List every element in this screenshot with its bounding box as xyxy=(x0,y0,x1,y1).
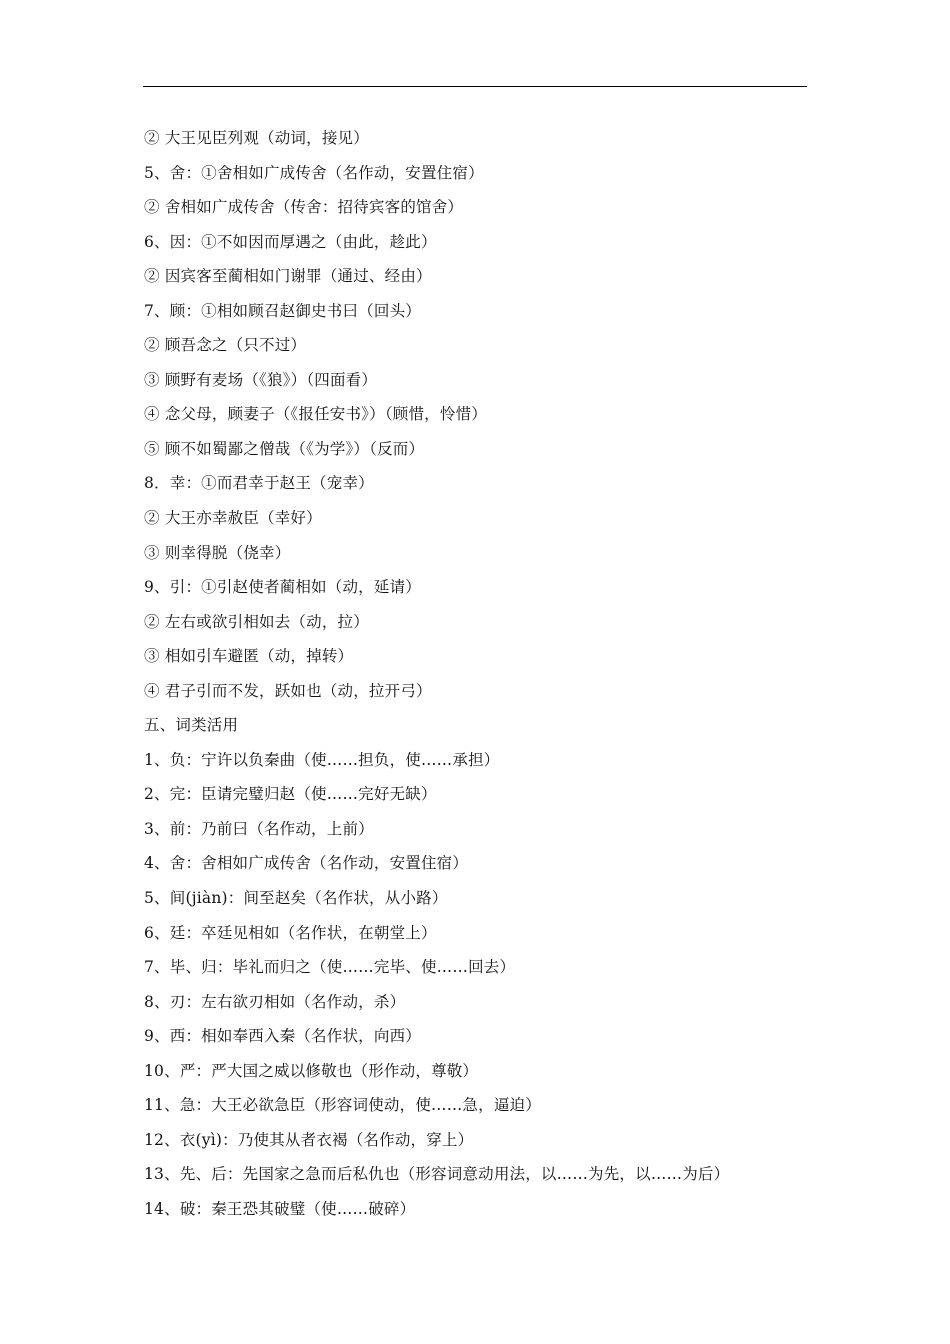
text-line: 6、廷：卒廷见相如（名作状，在朝堂上） xyxy=(144,923,437,942)
section-heading: 五、词类活用 xyxy=(144,716,239,735)
text-line: ② 顾吾念之（只不过） xyxy=(144,336,307,355)
text-line: 7、毕、归：毕礼而归之（使……完毕、使……回去） xyxy=(144,958,516,977)
text-line: 8．幸：①而君幸于赵王（宠幸） xyxy=(144,474,374,493)
document-body xyxy=(144,124,824,1230)
text-line: 12、衣(yì)：乃使其从者衣褐（名作动，穿上） xyxy=(144,1130,474,1149)
text-line: 9、西：相如奉西入秦（名作状，向西） xyxy=(144,1027,421,1046)
text-line: ② 因宾客至蔺相如门谢罪（通过、经由） xyxy=(144,267,432,286)
text-line: ② 舍相如广成传舍（传舍：招待宾客的馆舍） xyxy=(144,198,464,217)
text-line: ⑤ 顾不如蜀鄙之僧哉（《为学》）（反而） xyxy=(144,439,425,458)
text-line: ③ 相如引车避匿（动，掉转） xyxy=(144,647,354,666)
text-line: 8、刃：左右欲刃相如（名作动，杀） xyxy=(144,992,406,1011)
header-rule xyxy=(143,86,807,87)
text-line: 10、严：严大国之威以修敬也（形作动，尊敬） xyxy=(144,1061,479,1080)
text-line: 2、完：臣请完璧归赵（使……完好无缺） xyxy=(144,785,437,804)
text-line: ③ 则幸得脱（侥幸） xyxy=(144,543,291,562)
text-line: 11、急：大王必欲急臣（形容词使动，使……急，逼迫） xyxy=(144,1096,541,1115)
text-line: 13、先、后：先国家之急而后私仇也（形容词意动用法，以……为先，以……为后） xyxy=(144,1165,730,1184)
text-line: 4、舍：舍相如广成传舍（名作动，安置住宿） xyxy=(144,854,469,873)
text-line: 7、顾：①相如顾召赵御史书曰（回头） xyxy=(144,301,421,320)
text-line: 9、引：①引赵使者蔺相如（动，延请） xyxy=(144,578,421,597)
text-line: 14、破：秦王恐其破璧（使……破碎） xyxy=(144,1199,416,1218)
text-line: 6、因：①不如因而厚遇之（由此，趁此） xyxy=(144,232,437,251)
text-line: 5、间(jiàn)：间至赵矣（名作状，从小路） xyxy=(144,889,448,908)
text-line: ③ 顾野有麦场（《狼》）（四面看） xyxy=(144,370,378,389)
text-line: 1、负：宁许以负秦曲（使……担负，使……承担） xyxy=(144,750,500,769)
text-line: 3、前：乃前曰（名作动，上前） xyxy=(144,819,374,838)
text-line: ④ 念父母，顾妻子（《报任安书》）（顾惜，怜惜） xyxy=(144,405,487,424)
text-line: ④ 君子引而不发，跃如也（动，拉开弓） xyxy=(144,681,432,700)
text-line: ② 左右或欲引相如去（动，拉） xyxy=(144,612,369,631)
text-line: ② 大王亦幸赦臣（幸好） xyxy=(144,509,322,528)
text-line: ② 大王见臣列观（动词，接见） xyxy=(144,129,369,147)
text-line: 5、舍：①舍相如广成传舍（名作动，安置住宿） xyxy=(144,163,484,182)
